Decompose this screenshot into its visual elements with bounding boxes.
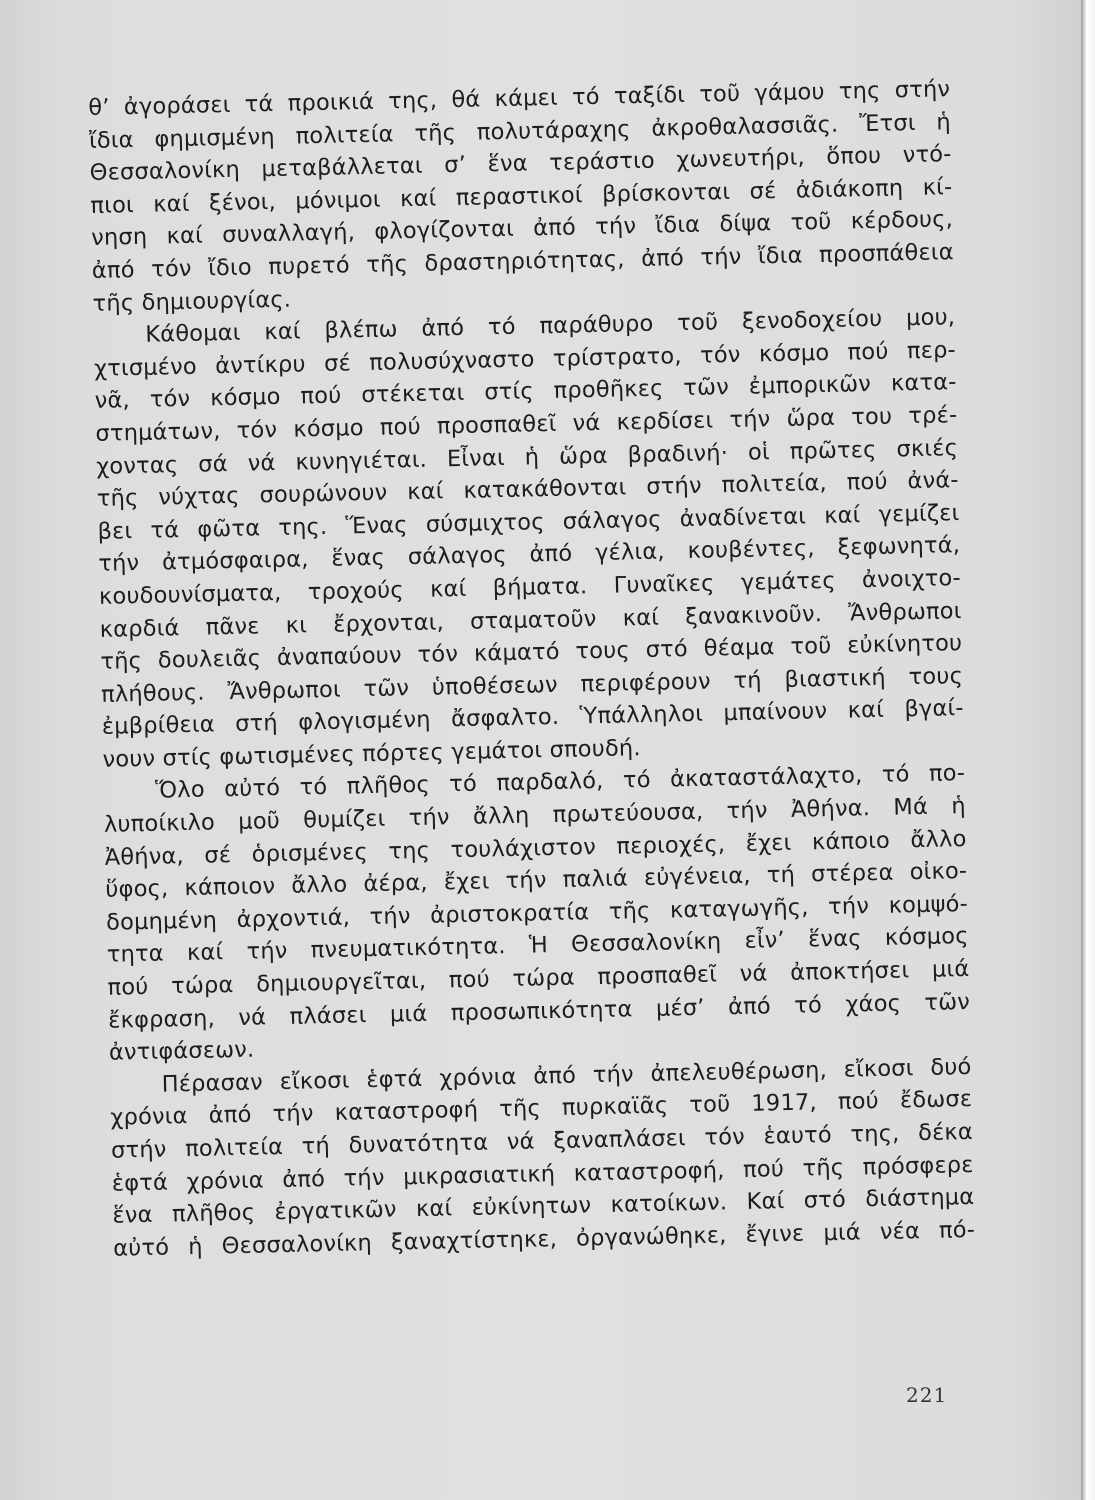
text-line: βει τά φῶτα της. Ἕνας σύσμιχτος σάλαγος ἀναδίνεται καί γεμίζει bbox=[97, 499, 960, 545]
text-line: Ἀθήνα, σέ ὁρισμένες της τουλάχιστον περιοχές, ἔχει κάποιο ἄλλο bbox=[104, 825, 967, 871]
text-line: νᾶ, τόν κόσμο πού στέκεται στίς προθῆκες τῶν ἐμπορικῶν κατα- bbox=[94, 369, 957, 415]
text-line: πλήθους. Ἄνθρωποι τῶν ὑποθέσεων περιφέρουν τή βιαστική τους bbox=[100, 662, 964, 708]
text-line: ἴδια φημισμένη πολιτεία τῆς πολυτάραχης ἀκροθαλασσιᾶς. Ἔτσι ἡ bbox=[88, 108, 952, 154]
text-line: νουν στίς φωτισμένες πόρτες γεμάτοι σπουδή. bbox=[102, 734, 641, 773]
text-line: τήν ἀτμόσφαιρα, ἕνας σάλαγος ἀπό γέλια, κουβέντες, ξεφωνητά, bbox=[98, 532, 961, 578]
text-line: πιοι καί ξένοι, μόνιμοι καί περαστικοί βρίσκονται σέ ἀδιάκοπη κί- bbox=[90, 173, 953, 219]
body-text bbox=[88, 73, 975, 1265]
text-line: ἀπό τόν ἴδιο πυρετό τῆς δραστηριότητας, ἀπό τήν ἴδια προσπάθεια bbox=[91, 239, 954, 284]
text-line: ἐμβρίθεια στή φλογισμένη ἄσφαλτο. Ὑπάλληλοι μπαίνουν καί βγαί- bbox=[101, 695, 964, 741]
text-line: χτισμένο ἀντίκρυ σέ πολυσύχναστο τρίστρατο, τόν κόσμο πού περ- bbox=[93, 336, 957, 382]
text-line: Θεσσαλονίκη μεταβάλλεται σ’ ἕνα τεράστιο χωνευτήρι, ὅπου ντό- bbox=[89, 141, 952, 187]
text-line: δομημένη ἀρχοντιά, τήν ἀριστοκρατία τῆς καταγωγῆς, τήν κομψό- bbox=[105, 890, 969, 936]
text-line: τῆς δημιουργίας. bbox=[92, 286, 292, 317]
text-line: λυποίκιλο μοῦ θυμίζει τήν ἄλλη πρωτεύουσα, τήν Ἀθήνα. Μά ἡ bbox=[103, 793, 967, 838]
text-line: καρδιά πᾶνε κι ἔρχονται, σταματοῦν καί ξανακινοῦν. Ἄνθρωποι bbox=[99, 597, 962, 643]
text-line: στήν πολιτεία τή δυνατότητα νά ξαναπλάσει τόν ἑαυτό της, δέκα bbox=[110, 1118, 974, 1164]
text-line: θ’ ἀγοράσει τά προικιά της, θά κάμει τό ταξίδι τοῦ γάμου της στήν bbox=[88, 76, 951, 121]
text-line: τῆς νύχτας σουρώνουν καί κατακάθονται στήν πολιτεία, πού ἀνά- bbox=[96, 467, 959, 513]
text-line: πού τώρα δημιουργεῖται, πού τώρα προσπαθεῖ νά ἀποκτήσει μιά bbox=[107, 956, 970, 1001]
paragraph-start-line: Κάθομαι καί βλέπω ἀπό τό παράθυρο τοῦ ξενοδοχείου μου, bbox=[145, 304, 956, 348]
text-line: ὕφος, κάποιον ἄλλο ἀέρα, ἔχει τήν παλιά εὐγένεια, τή στέρεα οἰκο- bbox=[105, 858, 968, 904]
text-line: κουδουνίσματα, τροχούς καί βήματα. Γυναῖκες γεμάτες ἀνοιχτο- bbox=[98, 564, 962, 610]
paragraph-start-line: Ὅλο αὐτό τό πλῆθος τό παρδαλό, τό ἀκαταστάλαχτο, τό πο- bbox=[154, 760, 966, 805]
text-line: αὐτό ἡ Θεσσαλονίκη ξαναχτίστηκε, ὀργανώθηκε, ἔγινε μιά νέα πό- bbox=[112, 1216, 976, 1262]
text-line: τητα καί τήν πνευματικότητα. Ἡ Θεσσαλονίκη εἶν’ ἕνας κόσμος bbox=[106, 923, 969, 969]
text-line: ἔκφραση, νά πλάσει μιά προσωπικότητα μέσ’ ἀπό τό χάος τῶν bbox=[107, 988, 971, 1034]
text-line: ἀντιφάσεων. bbox=[108, 1036, 255, 1066]
text-line: ἕνα πλῆθος ἐργατικῶν καί εὐκίνητων κατοίκων. Καί στό διάστημα bbox=[112, 1184, 975, 1229]
text-line: τῆς δουλειᾶς ἀναπαύουν τόν κάματό τους στό θέαμα τοῦ εὐκίνητου bbox=[100, 630, 963, 675]
text-line: ἑφτά χρόνια ἀπό τήν μικρασιατική καταστροφή, πού τῆς πρόσφερε bbox=[111, 1151, 974, 1197]
text-line: χοντας σά νά κυνηγιέται. Εἶναι ἡ ὥρα βραδινή· οἱ πρῶτες σκιές bbox=[95, 434, 959, 480]
text-line: νηση καί συναλλαγή, φλογίζονται ἀπό τήν ἴδια δίψα τοῦ κέρδους, bbox=[90, 206, 954, 252]
text-line: χρόνια ἀπό τήν καταστροφή τῆς πυρκαϊᾶς τοῦ 1917, πού ἔδωσε bbox=[110, 1086, 973, 1132]
paragraph-start-line: Πέρασαν εἴκοσι ἑφτά χρόνια ἀπό τήν ἀπελευθέρωση, εἴκοσι δυό bbox=[161, 1053, 972, 1098]
page-number: 221 bbox=[906, 1383, 948, 1407]
page-edge bbox=[1081, 0, 1095, 1500]
text-line: στημάτων, τόν κόσμο πού προσπαθεῖ νά κερδίσει τήν ὥρα του τρέ- bbox=[95, 402, 958, 447]
